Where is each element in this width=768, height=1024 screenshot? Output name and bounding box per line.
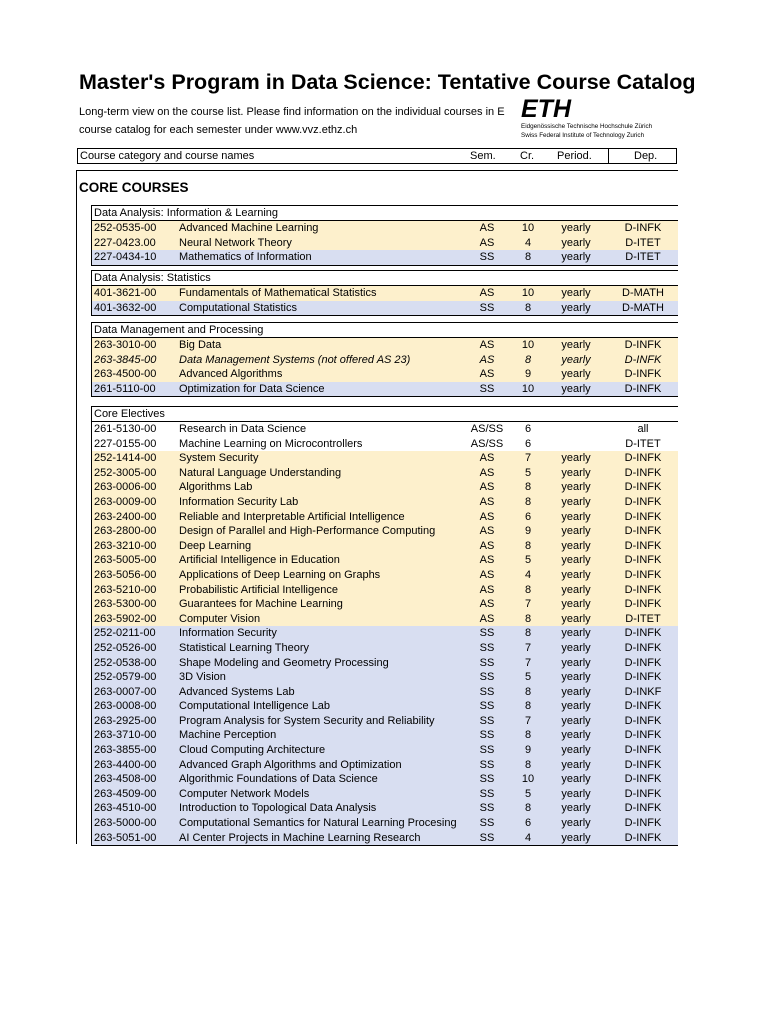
course-department: D-INFK: [624, 817, 662, 830]
course-code: 263-0008-00: [94, 700, 157, 713]
course-period: yearly: [561, 612, 591, 625]
course-code: 263-5005-00: [94, 554, 157, 567]
course-semester: SS: [479, 656, 495, 669]
course-name: Deep Learning: [179, 539, 252, 552]
course-row: [92, 437, 678, 452]
course-credits: 10: [521, 222, 535, 234]
course-credits: 8: [524, 353, 532, 366]
course-group: [91, 270, 678, 316]
course-credits: 8: [524, 495, 532, 508]
course-row: [92, 656, 678, 671]
group-title: Data Management and Processing: [91, 322, 678, 338]
course-semester: SS: [479, 787, 495, 800]
course-semester: AS: [479, 287, 495, 299]
section-left-border: [76, 171, 77, 844]
course-period: yearly: [561, 700, 591, 713]
course-row: [92, 301, 678, 316]
course-name: AI Center Projects in Machine Learning Research: [179, 831, 421, 844]
course-row: [92, 250, 678, 265]
course-credits: 7: [524, 452, 532, 465]
course-department: D-INFK: [624, 656, 662, 669]
course-semester: AS: [479, 495, 495, 508]
course-name: Probabilistic Artificial Intelligence: [179, 583, 338, 596]
course-group: [91, 205, 678, 266]
course-code: 263-0007-00: [94, 685, 157, 698]
course-semester: SS: [479, 627, 495, 640]
course-code: 263-5051-00: [94, 831, 157, 844]
course-period: yearly: [561, 817, 591, 830]
course-department: D-INFK: [624, 466, 662, 479]
course-row: [92, 641, 678, 656]
course-row: [92, 553, 678, 568]
course-code: 263-4510-00: [94, 802, 157, 815]
course-credits: 6: [524, 437, 532, 450]
course-credits: 9: [524, 525, 532, 538]
column-header-period: Period.: [557, 150, 592, 162]
course-department: D-ITET: [625, 251, 661, 264]
course-semester: AS: [479, 368, 495, 381]
course-semester: SS: [479, 251, 495, 264]
course-credits: 4: [524, 236, 532, 249]
course-period: yearly: [561, 627, 591, 640]
course-department: D-INFK: [624, 353, 662, 366]
course-code: 263-5210-00: [94, 583, 157, 596]
course-credits: 8: [524, 481, 532, 494]
course-credits: 10: [521, 382, 535, 395]
course-department: D-INFK: [624, 339, 662, 351]
course-row: [92, 699, 678, 714]
course-code: 401-3621-00: [94, 287, 157, 299]
course-period: yearly: [561, 301, 591, 314]
course-name: Machine Perception: [179, 729, 277, 742]
course-credits: 5: [524, 671, 532, 684]
course-period: yearly: [561, 729, 591, 742]
course-semester: SS: [479, 700, 495, 713]
course-code: 252-3005-00: [94, 466, 157, 479]
course-department: D-ITET: [625, 236, 661, 249]
course-name: Machine Learning on Microcontrollers: [179, 437, 363, 450]
course-name: 3D Vision: [179, 671, 226, 684]
course-name: Information Security Lab: [179, 495, 299, 508]
course-department: D-ITET: [625, 612, 661, 625]
course-name: Reliable and Interpretable Artificial Intelligence: [179, 510, 405, 523]
course-name: Computational Statistics: [179, 301, 297, 314]
course-period: yearly: [561, 583, 591, 596]
course-row: [92, 495, 678, 510]
course-credits: 10: [521, 773, 535, 786]
course-department: D-ITET: [625, 437, 661, 450]
group-rows: [91, 338, 678, 397]
course-department: D-INFK: [624, 481, 662, 494]
course-period: yearly: [561, 758, 591, 771]
course-name: Statistical Learning Theory: [179, 641, 310, 654]
course-row: [92, 714, 678, 729]
course-credits: 7: [524, 641, 532, 654]
course-department: D-INFK: [624, 368, 662, 381]
course-period: yearly: [561, 539, 591, 552]
course-period: yearly: [561, 339, 591, 351]
course-code: 261-5110-00: [94, 382, 156, 395]
course-department: D-INFK: [624, 539, 662, 552]
course-name: Fundamentals of Mathematical Statistics: [179, 287, 377, 299]
course-code: 252-0211-00: [94, 627, 156, 640]
course-period: yearly: [561, 744, 591, 757]
course-department: D-INFK: [624, 452, 662, 465]
course-period: yearly: [561, 525, 591, 538]
course-name: Cloud Computing Architecture: [179, 744, 326, 757]
course-department: D-INFK: [624, 598, 662, 611]
course-semester: SS: [479, 671, 495, 684]
course-name: Computer Vision: [179, 612, 261, 625]
course-period: yearly: [561, 773, 591, 786]
course-department: D-INFK: [624, 554, 662, 567]
course-credits: 6: [524, 423, 532, 435]
course-period: yearly: [561, 685, 591, 698]
course-semester: AS: [479, 452, 495, 465]
course-code: 263-4509-00: [94, 787, 157, 800]
course-department: D-INFK: [624, 222, 662, 234]
course-credits: 8: [524, 758, 532, 771]
course-group: [91, 406, 678, 846]
course-credits: 4: [524, 831, 532, 844]
course-semester: AS: [479, 481, 495, 494]
course-department: D-INFK: [624, 525, 662, 538]
course-department: D-INFK: [624, 831, 662, 844]
course-credits: 8: [524, 802, 532, 815]
course-name: Design of Parallel and High-Performance Computing: [179, 525, 436, 538]
course-semester: AS: [479, 612, 495, 625]
course-name: System Security: [179, 452, 259, 465]
course-semester: AS: [479, 554, 495, 567]
course-semester: AS: [479, 568, 495, 581]
course-department: D-INFK: [624, 495, 662, 508]
eth-logo-mark: ETH: [521, 95, 571, 123]
course-row: [92, 612, 678, 627]
course-department: D-INFK: [624, 382, 662, 395]
course-name: Advanced Graph Algorithms and Optimization: [179, 758, 402, 771]
course-row: [92, 743, 678, 758]
course-name: Applications of Deep Learning on Graphs: [179, 568, 381, 581]
course-department: D-INFK: [624, 744, 662, 757]
group-title: Data Analysis: Information & Learning: [91, 205, 678, 221]
course-department: D-MATH: [622, 301, 664, 314]
course-department: D-INFK: [624, 510, 662, 523]
course-credits: 7: [524, 714, 532, 727]
course-row: [92, 367, 678, 382]
course-name: Program Analysis for System Security and Reliability: [179, 714, 435, 727]
course-code: 263-2925-00: [94, 714, 157, 727]
course-name: Neural Network Theory: [179, 236, 292, 249]
column-header-dep: Dep.: [634, 150, 658, 162]
course-department: D-INFK: [624, 758, 662, 771]
course-code: 252-0579-00: [94, 671, 157, 684]
course-department: D-MATH: [622, 287, 664, 299]
course-row: [92, 831, 678, 846]
course-semester: SS: [479, 773, 495, 786]
course-department: D-INFK: [624, 802, 662, 815]
course-department: D-INFK: [624, 729, 662, 742]
course-period: yearly: [561, 568, 591, 581]
course-department: D-INFK: [624, 627, 662, 640]
course-name: Shape Modeling and Geometry Processing: [179, 656, 389, 669]
course-credits: 8: [524, 251, 532, 264]
course-credits: 7: [524, 598, 532, 611]
course-credits: 8: [524, 700, 532, 713]
course-row: [92, 568, 678, 583]
course-department: D-INFK: [624, 583, 662, 596]
course-period: yearly: [561, 495, 591, 508]
course-row: [92, 221, 678, 236]
course-credits: 8: [524, 729, 532, 742]
course-row: [92, 524, 678, 539]
group-title: Core Electives: [91, 406, 678, 422]
group-rows: [91, 286, 678, 316]
course-row: [92, 236, 678, 251]
course-row: [92, 451, 678, 466]
course-semester: SS: [479, 729, 495, 742]
course-semester: AS: [479, 466, 495, 479]
course-semester: AS/SS: [470, 423, 504, 435]
course-code: 263-4500-00: [94, 368, 157, 381]
course-credits: 4: [524, 568, 532, 581]
course-code: 263-5000-00: [94, 817, 157, 830]
course-semester: AS: [479, 353, 495, 366]
course-credits: 8: [524, 685, 532, 698]
course-semester: AS: [479, 236, 495, 249]
course-code: 263-2400-00: [94, 510, 157, 523]
course-credits: 5: [524, 554, 532, 567]
course-semester: SS: [479, 714, 495, 727]
course-code: 252-0535-00: [94, 222, 157, 234]
course-code: 227-0434-10: [94, 251, 157, 264]
section-title: CORE COURSES: [79, 180, 189, 195]
course-name: Artificial Intelligence in Education: [179, 554, 340, 567]
course-semester: SS: [479, 382, 495, 395]
column-header-row: [77, 148, 677, 164]
course-semester: AS: [479, 583, 495, 596]
eth-logo-line-2: Swiss Federal Institute of Technology Zurich: [521, 132, 645, 139]
column-header-sem: Sem.: [470, 150, 496, 162]
course-department: D-INFK: [624, 700, 662, 713]
course-code: 263-5902-00: [94, 612, 157, 625]
course-period: yearly: [561, 466, 591, 479]
course-row: [92, 422, 678, 437]
course-group: [91, 322, 678, 397]
course-name: Guarantees for Machine Learning: [179, 598, 343, 611]
column-divider: [608, 149, 609, 163]
course-name: Research in Data Science: [179, 423, 307, 435]
group-title: Data Analysis: Statistics: [91, 270, 678, 286]
course-credits: 8: [524, 583, 532, 596]
course-period: yearly: [561, 802, 591, 815]
course-credits: 6: [524, 817, 532, 830]
course-credits: 8: [524, 539, 532, 552]
course-code: 263-3845-00: [94, 353, 157, 366]
course-semester: SS: [479, 744, 495, 757]
course-code: 263-3710-00: [94, 729, 157, 742]
group-rows: [91, 422, 678, 846]
course-department: D-INFK: [624, 671, 662, 684]
course-name: Computational Intelligence Lab: [179, 700, 331, 713]
course-code: 263-5056-00: [94, 568, 157, 581]
course-semester: SS: [479, 685, 495, 698]
course-semester: AS: [479, 339, 495, 351]
course-period: yearly: [561, 368, 591, 381]
course-credits: 10: [521, 287, 535, 299]
course-row: [92, 353, 678, 368]
course-semester: SS: [479, 301, 495, 314]
course-name: Computational Semantics for Natural Learning Procesing: [179, 817, 457, 830]
course-row: [92, 382, 678, 397]
course-name: Advanced Algorithms: [179, 368, 283, 381]
course-row: [92, 510, 678, 525]
section-top-border: [76, 170, 678, 171]
course-department: D-INKF: [624, 685, 662, 698]
course-period: yearly: [561, 353, 591, 366]
course-period: yearly: [561, 452, 591, 465]
course-name: Algorithms Lab: [179, 481, 253, 494]
course-period: yearly: [561, 222, 591, 234]
course-name: Information Security: [179, 627, 277, 640]
course-code: 252-0526-00: [94, 641, 157, 654]
course-name: Optimization for Data Science: [179, 382, 325, 395]
course-row: [92, 338, 678, 353]
course-semester: SS: [479, 758, 495, 771]
course-period: yearly: [561, 598, 591, 611]
course-semester: AS: [479, 222, 495, 234]
course-code: 263-2800-00: [94, 525, 157, 538]
course-period: yearly: [561, 831, 591, 844]
course-department: D-INFK: [624, 714, 662, 727]
course-code: 252-0538-00: [94, 656, 157, 669]
course-period: yearly: [561, 510, 591, 523]
course-credits: 9: [524, 368, 532, 381]
course-row: [92, 685, 678, 700]
course-row: [92, 728, 678, 743]
course-department: D-INFK: [624, 787, 662, 800]
course-row: [92, 597, 678, 612]
course-row: [92, 539, 678, 554]
course-row: [92, 466, 678, 481]
course-semester: SS: [479, 831, 495, 844]
course-period: yearly: [561, 236, 591, 249]
course-code: 263-3010-00: [94, 339, 157, 351]
course-code: 263-0009-00: [94, 495, 157, 508]
course-code: 252-1414-00: [94, 452, 157, 465]
course-code: 263-3210-00: [94, 539, 157, 552]
course-credits: 5: [524, 787, 532, 800]
course-row: [92, 286, 678, 301]
course-period: yearly: [561, 714, 591, 727]
course-row: [92, 670, 678, 685]
course-code: 263-0006-00: [94, 481, 157, 494]
course-credits: 5: [524, 466, 532, 479]
course-semester: SS: [479, 802, 495, 815]
intro-line-2: course catalog for each semester under www.vvz.ethz.ch: [79, 124, 358, 136]
course-semester: AS: [479, 598, 495, 611]
eth-logo-line-1: Eidgenössische Technische Hochschule Zürich: [521, 123, 653, 130]
course-code: 261-5130-00: [94, 423, 157, 435]
course-semester: AS: [479, 510, 495, 523]
course-credits: 9: [524, 744, 532, 757]
course-period: yearly: [561, 481, 591, 494]
course-row: [92, 801, 678, 816]
course-department: D-INFK: [624, 568, 662, 581]
course-row: [92, 583, 678, 598]
course-credits: 10: [521, 339, 535, 351]
course-period: yearly: [561, 656, 591, 669]
course-row: [92, 758, 678, 773]
course-department: D-INFK: [624, 641, 662, 654]
course-name: Advanced Systems Lab: [179, 685, 295, 698]
course-name: Introduction to Topological Data Analysis: [179, 802, 377, 815]
course-credits: 8: [524, 627, 532, 640]
group-rows: [91, 221, 678, 266]
course-credits: 8: [524, 301, 532, 314]
course-name: Data Management Systems (not offered AS 23): [179, 353, 411, 366]
course-credits: 7: [524, 656, 532, 669]
course-credits: 8: [524, 612, 532, 625]
course-period: yearly: [561, 671, 591, 684]
course-code: 263-3855-00: [94, 744, 157, 757]
course-code: 227-0155-00: [94, 437, 157, 450]
course-credits: 6: [524, 510, 532, 523]
course-period: yearly: [561, 382, 591, 395]
course-row: [92, 480, 678, 495]
column-header-category: Course category and course names: [80, 150, 255, 162]
course-code: 263-4508-00: [94, 773, 157, 786]
course-semester: AS: [479, 525, 495, 538]
course-department: all: [637, 423, 649, 435]
course-name: Mathematics of Information: [179, 251, 312, 264]
course-row: [92, 626, 678, 641]
course-period: yearly: [561, 554, 591, 567]
intro-line-1: Long-term view on the course list. Please find information on the individual courses in E: [79, 106, 505, 118]
page-title: Master's Program in Data Science: Tentative Course Catalog: [79, 70, 696, 94]
course-name: Natural Language Understanding: [179, 466, 342, 479]
course-semester: AS/SS: [470, 437, 504, 450]
course-name: Computer Network Models: [179, 787, 310, 800]
course-code: 401-3632-00: [94, 301, 157, 314]
course-period: yearly: [561, 641, 591, 654]
course-name: Algorithmic Foundations of Data Science: [179, 773, 378, 786]
course-name: Advanced Machine Learning: [179, 222, 319, 234]
course-code: 263-4400-00: [94, 758, 157, 771]
course-semester: SS: [479, 817, 495, 830]
course-row: [92, 772, 678, 787]
column-header-cr: Cr.: [520, 150, 535, 162]
course-semester: AS: [479, 539, 495, 552]
course-semester: SS: [479, 641, 495, 654]
course-row: [92, 816, 678, 831]
course-code: 263-5300-00: [94, 598, 157, 611]
course-period: yearly: [561, 287, 591, 299]
course-name: Big Data: [179, 339, 222, 351]
course-code: 227-0423.00: [94, 236, 156, 249]
course-period: yearly: [561, 251, 591, 264]
course-row: [92, 787, 678, 802]
course-period: yearly: [561, 787, 591, 800]
course-department: D-INFK: [624, 773, 662, 786]
eth-logo: [521, 96, 681, 140]
